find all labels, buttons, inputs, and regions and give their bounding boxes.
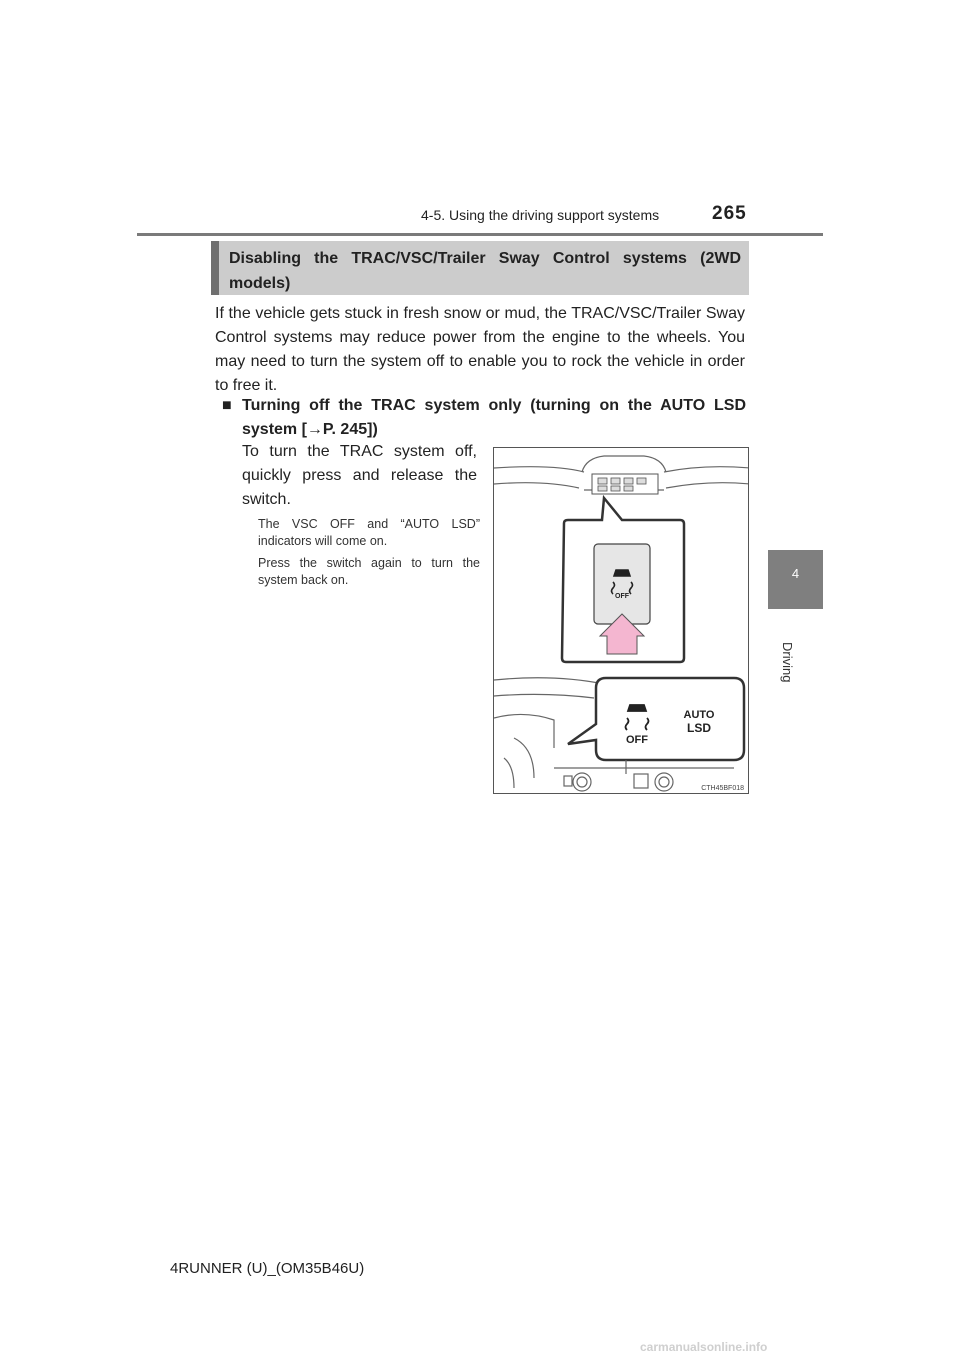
subheading [222, 394, 746, 442]
subheading-line-1 [222, 394, 746, 418]
note-press-again: Press the switch again to turn the system back on. [258, 556, 480, 587]
switch-off-label: OFF [615, 593, 629, 600]
indicator-off-label: OFF [626, 734, 648, 746]
instruction-text: To turn the TRAC system off, quickly press and release the switch. [242, 443, 477, 508]
figure-code: CTH45BF018 [701, 785, 744, 792]
switch-panel [592, 474, 658, 494]
subheading-text-2: system [→P. 245]) [242, 421, 378, 438]
note-indicators: The VSC OFF and “AUTO LSD” indicators will come on. [258, 517, 480, 548]
indicator-callout-bubble [568, 678, 744, 760]
chapter-tab-label: Driving [780, 642, 795, 683]
watermark: carmanualsonline.info [640, 1340, 768, 1354]
dashboard-illustration [493, 447, 749, 794]
indicator-lsd-label: LSD [687, 721, 711, 735]
chapter-tab-number: 4 [791, 566, 800, 581]
body-paragraph: If the vehicle gets stuck in fresh snow or mud, the TRAC/VSC/Trailer Sway Control systems may reduce power from the engine to the wheels. You may need to turn the system off to enable you to rock the vehicle in order to free it. [215, 305, 745, 394]
subheading-text-1: Turning off the TRAC system only (turning on the AUTO LSD [242, 397, 746, 414]
page-number: 265 [712, 203, 747, 224]
dashboard-illustration-svg [494, 448, 749, 794]
header-rule [137, 233, 823, 236]
footer-model-code: 4RUNNER (U)_(OM35B46U) [170, 1260, 365, 1277]
square-bullet-icon: ■ [222, 397, 232, 414]
indicator-auto-label: AUTO [683, 709, 715, 721]
section-heading: Disabling the TRAC/VSC/Trailer Sway Control systems (2WD models) [211, 241, 749, 295]
running-header: 4-5. Using the driving support systems [421, 207, 660, 223]
trac-off-switch [594, 544, 650, 624]
